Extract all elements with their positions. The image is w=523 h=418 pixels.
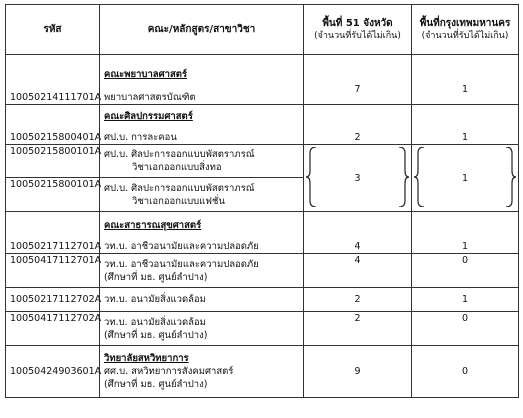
program-cell (100, 288, 304, 312)
table-row (6, 145, 519, 178)
table-row (6, 55, 519, 105)
table-row (6, 254, 519, 288)
quota-region51-group (304, 145, 412, 212)
program-major: วิชาเอกออกแบบแฟชั่น (132, 195, 225, 207)
header-region51: พื้นที่ 51 จังหวัด (จำนวนที่รับได้ไม่เกิน) (304, 5, 412, 55)
program-code: 10050417112701A (6, 254, 100, 288)
program-code: 10050215800401A (6, 105, 100, 145)
quota-region51: 3 (354, 172, 361, 184)
quota-bangkok: 0 (412, 346, 519, 398)
table-row (6, 312, 519, 346)
quota-bangkok: 0 (412, 254, 519, 288)
program-code: 10050215800101A (6, 145, 100, 178)
faculty-name: วิทยาลัยสหวิทยาการ (104, 353, 189, 364)
header-code: รหัส (6, 5, 100, 55)
quota-region51: 4 (304, 254, 412, 288)
program-major: วิชาเอกออกแบบสิ่งทอ (132, 162, 222, 173)
right-brace-icon (502, 147, 516, 207)
header-region51-note: (จำนวนที่รับได้ไม่เกิน) (314, 30, 401, 41)
quota-bangkok: 1 (412, 105, 519, 145)
faculty-name: คณะสาธารณสุขศาสตร์ (104, 220, 202, 231)
program-cell (100, 212, 304, 254)
program-campus: (ศึกษาที่ มธ. ศูนย์ลำปาง) (104, 271, 208, 283)
program-cell (100, 254, 304, 288)
program-name: ศป.บ. ศิลปะการออกแบบพัสตราภรณ์ (104, 149, 255, 160)
program-name: วท.บ. อนามัยสิ่งแวดล้อม (104, 316, 206, 328)
program-cell (100, 145, 304, 178)
program-cell (100, 55, 304, 105)
quota-bangkok-group (412, 145, 519, 212)
left-brace-icon (414, 147, 428, 207)
program-name: ศศ.บ. สหวิทยาการสังคมศาสตร์ (104, 366, 234, 377)
quota-region51: 7 (304, 55, 412, 105)
quota-bangkok: 1 (461, 172, 469, 184)
table-row (6, 212, 519, 254)
table-row (6, 105, 519, 145)
quota-region51: 4 (304, 212, 412, 254)
quota-bangkok: 1 (412, 212, 519, 254)
quota-region51: 2 (304, 312, 412, 346)
program-name: วท.บ. อนามัยสิ่งแวดล้อม (104, 294, 206, 305)
program-code: 10050417112702A (6, 312, 100, 346)
quota-region51: 9 (304, 346, 412, 398)
header-bangkok: พื้นที่กรุงเทพมหานคร (จำนวนที่รับได้ไม่เกิน) (412, 5, 519, 55)
program-code: 10050217112702A (6, 288, 100, 312)
table-row (6, 288, 519, 312)
quota-bangkok: 1 (412, 55, 519, 105)
program-cell (100, 346, 304, 398)
quota-bangkok: 1 (412, 288, 519, 312)
header-program: คณะ/หลักสูตร/สาขาวิชา (100, 5, 304, 55)
quota-region51: 2 (304, 105, 412, 145)
program-name: พยาบาลศาสตรบัณฑิต (104, 92, 196, 103)
program-code: 10050424903601A (6, 346, 100, 398)
left-brace-icon (306, 147, 320, 207)
program-cell (100, 178, 304, 212)
admission-quota-table (5, 4, 519, 398)
program-campus: (ศึกษาที่ มธ. ศูนย์ลำปาง) (104, 329, 208, 341)
right-brace-icon (395, 147, 409, 207)
faculty-name: คณะพยาบาลศาสตร์ (104, 69, 188, 80)
quota-region51: 2 (304, 288, 412, 312)
quota-bangkok: 0 (412, 312, 519, 346)
program-name: ศป.บ. ศิลปะการออกแบบพัสตราภรณ์ (104, 182, 255, 194)
program-code: 10050214111701A (6, 55, 100, 105)
table-row (6, 346, 519, 398)
program-cell (100, 105, 304, 145)
program-name: วท.บ. อาชีวอนามัยและความปลอดภัย (104, 258, 259, 270)
program-name: วท.บ. อาชีวอนามัยและความปลอดภัย (104, 241, 259, 252)
program-code: 10050215800101A (6, 178, 100, 212)
program-name: ศป.บ. การละคอน (104, 132, 177, 143)
faculty-name: คณะศิลปกรรมศาสตร์ (104, 111, 193, 122)
header-bangkok-note: (จำนวนที่รับได้ไม่เกิน) (421, 30, 509, 41)
program-cell (100, 312, 304, 346)
program-code: 10050217112701A (6, 212, 100, 254)
program-campus: (ศึกษาที่ มธ. ศูนย์ลำปาง) (104, 379, 208, 390)
